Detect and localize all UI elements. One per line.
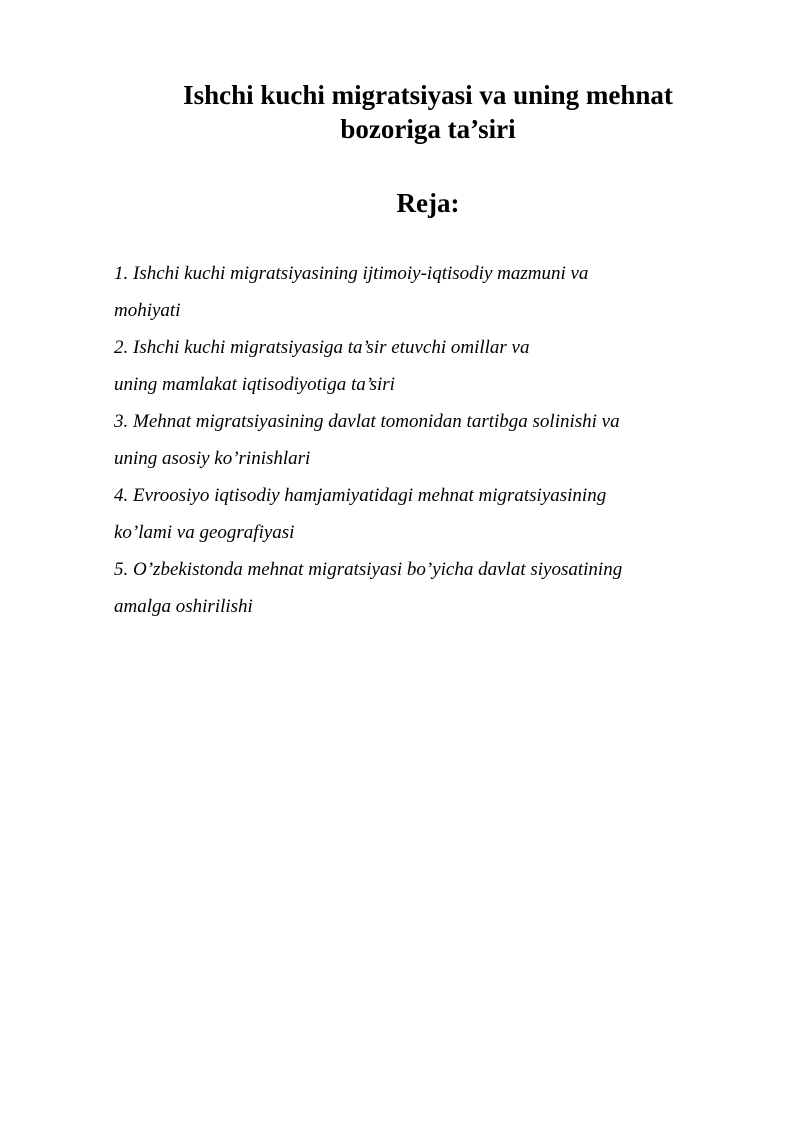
title-line: bozoriga ta’siri (340, 114, 516, 144)
document-title (140, 78, 716, 146)
title-line: Ishchi kuchi migratsiyasi va uning mehnat (183, 80, 673, 110)
plan-item-line: mohiyati (114, 300, 181, 321)
plan-item-line: 5. O’zbekistonda mehnat migratsiyasi bo’yicha davlat siyosatining (114, 559, 623, 580)
plan-item-line: uning asosiy ko’rinishlari (114, 448, 311, 469)
plan-item-line: 2. Ishchi kuchi migratsiyasiga ta’sir etuvchi omillar va (114, 337, 530, 358)
plan-item (114, 477, 714, 551)
plan-item-line: 1. Ishchi kuchi migratsiyasining ijtimoiy-iqtisodiy mazmuni va (114, 263, 589, 284)
plan-item-line: 4. Evroosiyo iqtisodiy hamjamiyatidagi mehnat migratsiyasining (114, 485, 607, 506)
plan-item (114, 403, 714, 477)
plan-item-line: uning mamlakat iqtisodiyotiga ta’siri (114, 374, 395, 395)
plan-list (114, 255, 714, 625)
plan-item-line: amalga oshirilishi (114, 596, 253, 617)
plan-item (114, 551, 714, 625)
plan-heading: Reja: (396, 188, 460, 218)
plan-item-line: 3. Mehnat migratsiyasining davlat tomonidan tartibga solinishi va (114, 411, 620, 432)
plan-item (114, 255, 714, 329)
plan-item (114, 329, 714, 403)
plan-item-line: ko’lami va geografiyasi (114, 522, 295, 543)
